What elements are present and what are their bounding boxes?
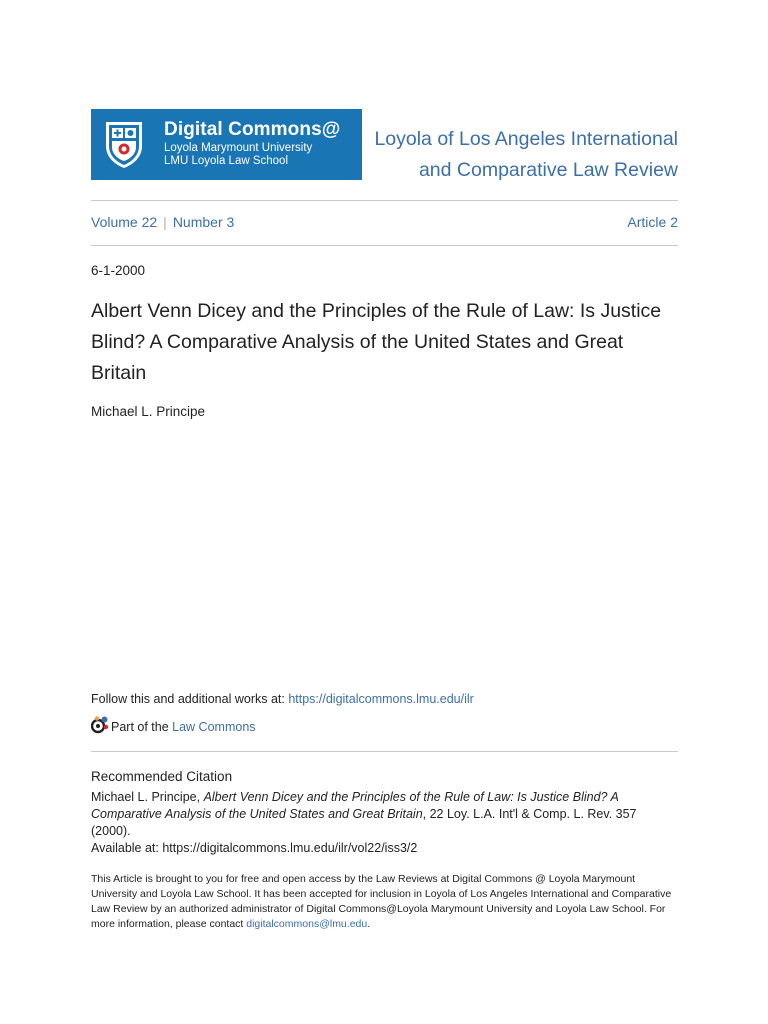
- journal-title-link[interactable]: [358, 124, 678, 186]
- follow-prefix: Follow this and additional works at:: [91, 692, 289, 706]
- article-link[interactable]: Article 2: [627, 214, 678, 230]
- logo-title: Digital Commons@: [164, 119, 341, 140]
- part-of-line: [91, 716, 256, 736]
- journal-title-line-2: and Comparative Law Review: [418, 159, 678, 181]
- follow-url-link[interactable]: https://digitalcommons.lmu.edu/ilr: [288, 692, 474, 706]
- article-title: Albert Venn Dicey and the Principles of the Rule of Law: Is Justice Blind? A Comparative Analysis of the United States and Great Britain: [91, 300, 662, 384]
- publication-date: 6-1-2000: [91, 263, 146, 278]
- meta-separator: |: [163, 214, 167, 230]
- citation-source: , 22 Loy. L.A. Int'l & Comp. L. Rev. 357 (2000).: [91, 807, 637, 838]
- journal-title-line-1: Loyola of Los Angeles International: [374, 128, 678, 150]
- citation-available: Available at: https://digitalcommons.lmu.edu/ilr/vol22/iss3/2: [91, 841, 418, 855]
- network-icon: [91, 716, 109, 734]
- divider: [91, 200, 678, 201]
- logo-subtitle-university: Loyola Marymount University: [164, 142, 313, 154]
- citation-text: [91, 789, 678, 857]
- header: [91, 109, 678, 180]
- footer-end: .: [367, 918, 371, 930]
- citation-author: Michael L. Principe,: [91, 790, 204, 804]
- divider: [91, 751, 678, 752]
- recommended-citation-heading: Recommended Citation: [91, 769, 233, 784]
- issue-meta: [91, 214, 678, 232]
- follow-line: [91, 692, 474, 706]
- logo-subtitle-school: LMU Loyola Law School: [164, 155, 289, 167]
- footer-note: [91, 872, 678, 932]
- part-of-prefix: Part of the: [111, 720, 173, 734]
- author-name: Michael L. Principe: [91, 404, 206, 419]
- lmu-shield-icon: [104, 120, 144, 169]
- citation-title: Albert Venn Dicey and the Principles of the Rule of Law: Is Justice Blind? A Comparative Analysis of the United States and Great Britain: [91, 790, 619, 821]
- law-commons-link[interactable]: Law Commons: [172, 720, 256, 734]
- number-link[interactable]: Number 3: [172, 214, 235, 230]
- cover-page: [91, 0, 678, 1024]
- digital-commons-logo[interactable]: [91, 109, 362, 180]
- contact-email-link[interactable]: digitalcommons@lmu.edu: [246, 918, 368, 930]
- volume-link[interactable]: Volume 22: [91, 214, 158, 230]
- footer-text: This Article is brought to you for free and open access by the Law Reviews at Digital Commons @ Loyola Marymount University and Loyola Law School. It has been accepted for inclusion in Loyola of Los Angeles International and Comparative Law Review by an authorized administrator of Digital Commons@Loyola Marymount University and Loyola Law School. For more information, please contact: [91, 873, 672, 930]
- divider: [91, 245, 678, 246]
